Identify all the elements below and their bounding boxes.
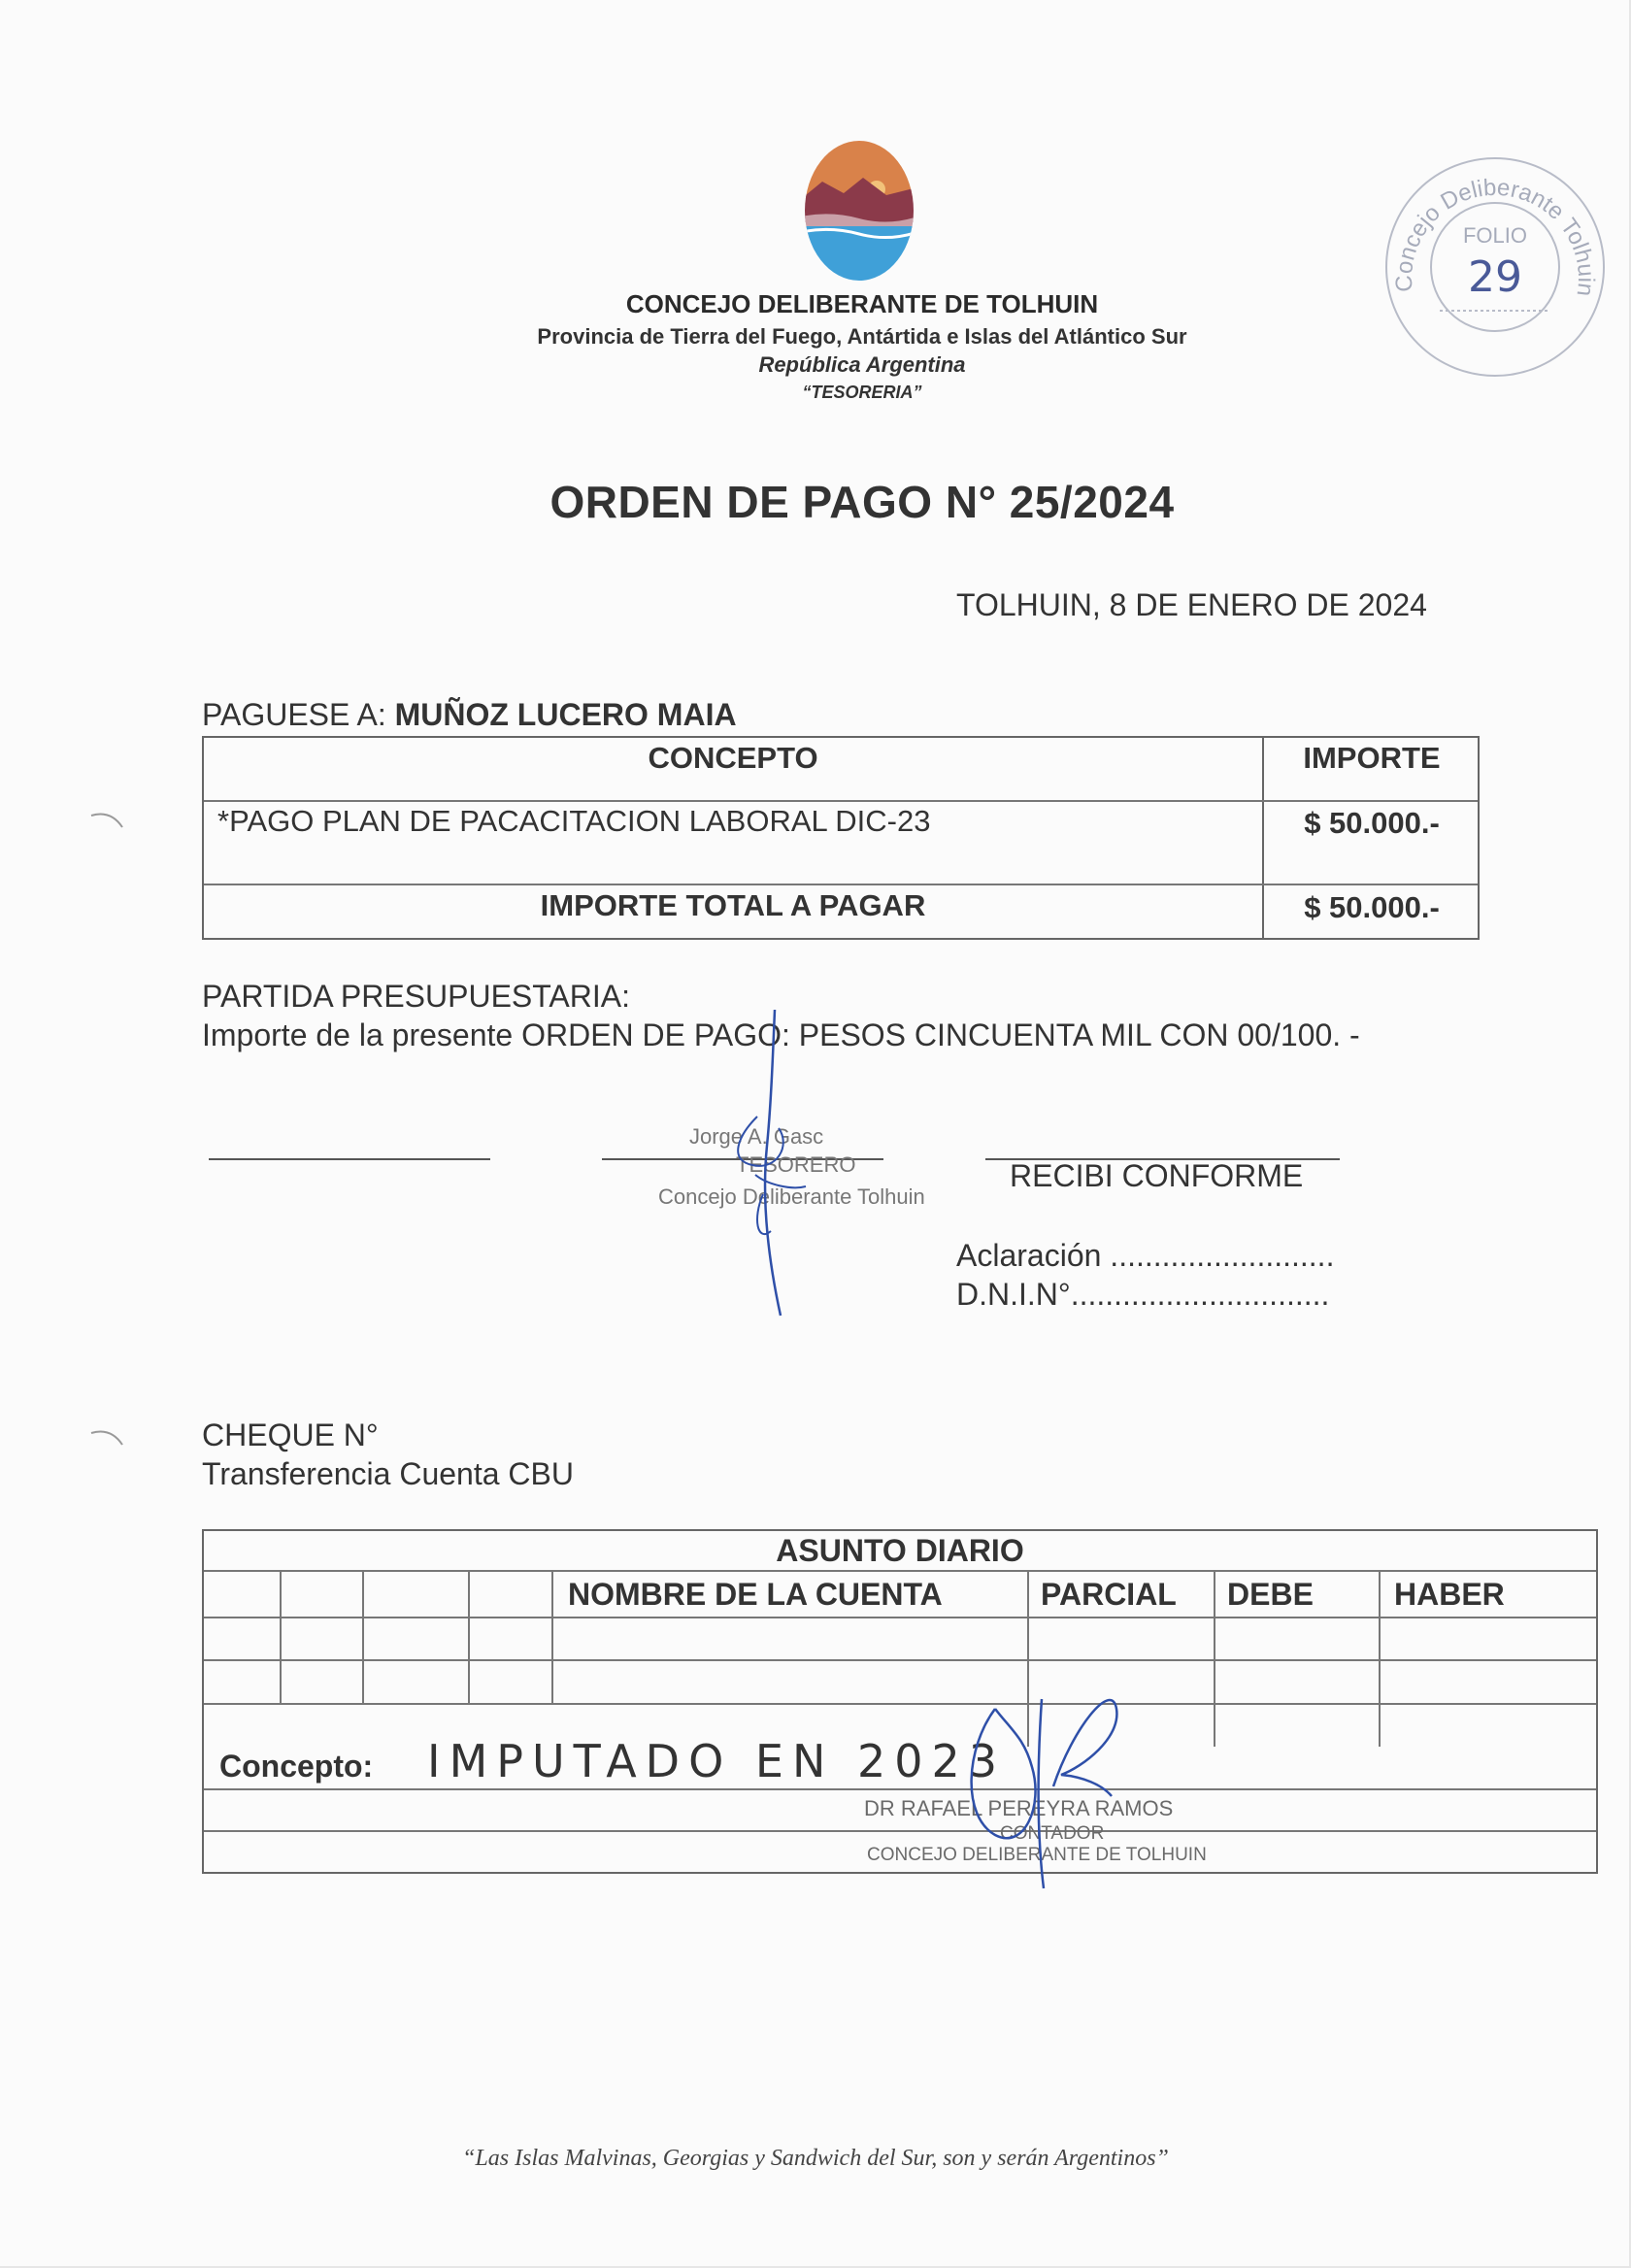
concept-table (202, 736, 1480, 940)
asunto-title: ASUNTO DIARIO (776, 1533, 1024, 1568)
transfer-label: Transferencia Cuenta CBU (202, 1456, 574, 1491)
col-concept-header: CONCEPTO (648, 741, 818, 775)
payee-line (202, 697, 737, 733)
partida-label: PARTIDA PRESUPUESTARIA: (202, 979, 630, 1014)
treasurer-signature (699, 1000, 845, 1320)
aclaracion-field: Aclaración .......................... (956, 1238, 1335, 1273)
org-department: “TESORERIA” (802, 383, 922, 402)
payee-name: MUÑOZ LUCERO MAIA (394, 697, 737, 732)
handwritten-concept: IMPUTADO EN 2023 (427, 1735, 1007, 1787)
folio-label: FOLIO (1462, 223, 1528, 248)
accountant-role: CONTADOR (1000, 1823, 1105, 1844)
dni-field: D.N.I.N°.............................. (956, 1277, 1330, 1312)
accountant-name: DR RAFAEL PEREYRA RAMOS (864, 1796, 1174, 1820)
concept-row-amount: $ 50.000.- (1304, 806, 1440, 840)
treasurer-role: TESORERO (736, 1152, 856, 1177)
signature-line-1 (209, 1158, 490, 1160)
accountant-signature (956, 1670, 1150, 1893)
concept-label: Concepto: (219, 1749, 374, 1784)
margin-mark (89, 808, 128, 847)
concept-row-text: *PAGO PLAN DE PACACITACION LABORAL DIC-23 (217, 804, 931, 838)
asunto-diario-table (202, 1529, 1598, 1874)
treasurer-name: Jorge A. Gasc (689, 1124, 824, 1149)
total-label: IMPORTE TOTAL A PAGAR (540, 888, 926, 922)
payee-label: PAGUESE A: (202, 697, 386, 732)
folio-number: 29 (1468, 252, 1522, 302)
margin-mark (89, 1425, 128, 1464)
cheque-label: CHEQUE N° (202, 1418, 379, 1452)
council-logo (801, 139, 917, 283)
accountant-org: CONCEJO DELIBERANTE DE TOLHUIN (867, 1845, 1207, 1865)
folio-ring-text: Concejo Deliberante Tolhuin (1390, 174, 1600, 298)
receipt-label: RECIBI CONFORME (1010, 1158, 1304, 1193)
col-parcial: PARCIAL (1041, 1577, 1177, 1612)
footer-motto: “Las Islas Malvinas, Georgias y Sandwich del Sur, son y serán Argentinos” (462, 2146, 1169, 2171)
org-province: Provincia de Tierra del Fuego, Antártida e Islas del Atlántico Sur (537, 324, 1187, 349)
col-amount-header: IMPORTE (1303, 741, 1441, 775)
document-title: ORDEN DE PAGO N° 25/2024 (549, 477, 1175, 527)
total-amount: $ 50.000.- (1304, 890, 1440, 924)
col-haber: HABER (1394, 1577, 1505, 1612)
folio-stamp (1374, 146, 1616, 388)
treasurer-org: Concejo Deliberante Tolhuin (658, 1184, 925, 1209)
org-country: República Argentina (758, 352, 966, 377)
col-debe: DEBE (1227, 1577, 1314, 1612)
importe-text: Importe de la presente ORDEN DE PAGO: PESOS CINCUENTA MIL CON 00/100. - (202, 1017, 1360, 1052)
org-name: CONCEJO DELIBERANTE DE TOLHUIN (625, 289, 1099, 318)
place-date: TOLHUIN, 8 DE ENERO DE 2024 (956, 587, 1427, 622)
col-account-name: NOMBRE DE LA CUENTA (568, 1577, 943, 1612)
